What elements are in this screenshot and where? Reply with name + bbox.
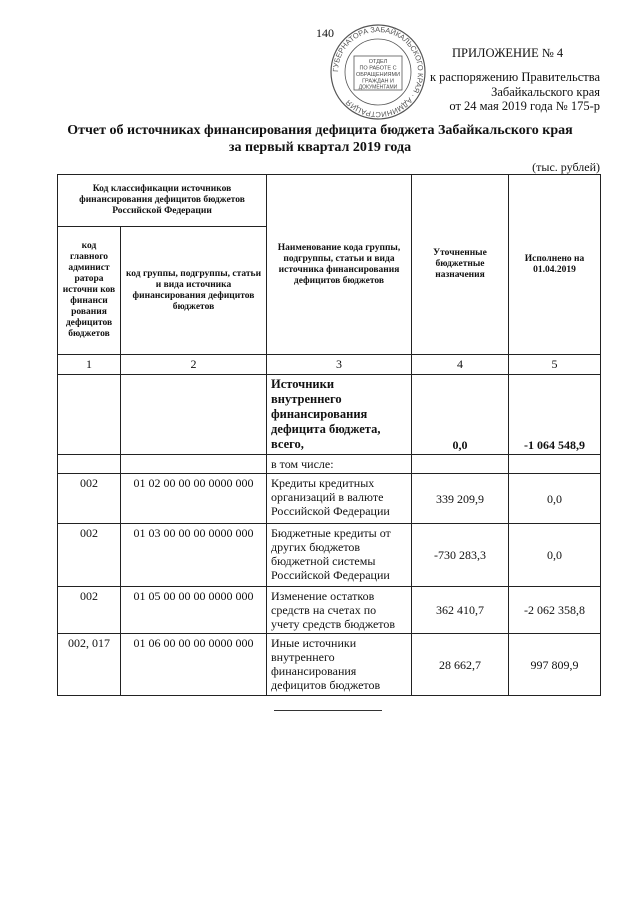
table-row <box>58 474 601 524</box>
page-number: 140 <box>316 26 334 40</box>
including-executed-cell <box>509 455 601 474</box>
row-name: Бюджетные кредиты от других бюджетов бюджетной системы Российской Федерации <box>267 524 412 587</box>
column-number-3: 3 <box>267 355 412 375</box>
header-admin-code: код главного админист ратора источни ков финанси рования дефицитов бюджетов <box>58 227 121 355</box>
row-name: Кредиты кредитных организаций в валюте Российской Федерации <box>267 474 412 524</box>
row-admin: 002, 017 <box>58 634 121 696</box>
stamp-line-4: ГРАЖДАН И <box>362 78 394 85</box>
row-code: 01 03 00 00 00 0000 000 <box>121 524 267 587</box>
row-admin: 002 <box>58 524 121 587</box>
including-planned-cell <box>412 455 509 474</box>
row-planned: 28 662,7 <box>412 634 509 696</box>
row-executed: 0,0 <box>509 474 601 524</box>
header-executed: Исполнено на 01.04.2019 <box>509 175 601 355</box>
decree-reference <box>370 70 600 114</box>
units-label: (тыс. рублей) <box>532 160 600 174</box>
row-executed: 0,0 <box>509 524 601 587</box>
total-planned: 0,0 <box>412 375 509 455</box>
header-code-name: Наименование кода группы, подгруппы, статьи и вида источника финансирования дефицитов бюджетов <box>267 175 412 355</box>
stamp-line-1: ОТДЕЛ <box>368 59 388 65</box>
table-row <box>58 524 601 587</box>
decree-line-3: от 24 мая 2019 года № 175-р <box>449 99 600 113</box>
including-admin-cell <box>58 455 121 474</box>
row-planned: 339 209,9 <box>412 474 509 524</box>
row-admin: 002 <box>58 474 121 524</box>
row-planned: 362 410,7 <box>412 587 509 634</box>
decree-line-2: Забайкальского края <box>491 84 600 99</box>
row-code: 01 05 00 00 00 0000 000 <box>121 587 267 634</box>
header-group-code: код группы, подгруппы, статьи и вида источника финансирования дефицитов бюджетов <box>121 227 267 355</box>
row-admin: 002 <box>58 587 121 634</box>
total-row <box>58 375 601 455</box>
total-admin-cell <box>58 375 121 455</box>
total-name: Источники внутреннего финансирования дефицита бюджета, всего, <box>267 375 412 455</box>
column-number-row <box>58 355 601 375</box>
row-executed: 997 809,9 <box>509 634 601 696</box>
header-classification-code: Код классификации источников финансирования дефицитов бюджетов Российской Федерации <box>58 175 267 227</box>
closing-separator-line <box>274 710 382 711</box>
report-title-line-2: за первый квартал 2019 года <box>228 140 412 155</box>
header-planned: Уточненные бюджетные назначения <box>412 175 509 355</box>
row-name: Изменение остатков средств на счетах по учету средств бюджетов <box>267 587 412 634</box>
table-row <box>58 634 601 696</box>
report-title-line-1: Отчет об источниках финансирования дефицита бюджета Забайкальского края <box>67 123 573 138</box>
row-code: 01 06 00 00 00 0000 000 <box>121 634 267 696</box>
decree-line-1: к распоряжению Правительства <box>429 70 600 84</box>
report-title <box>30 122 610 156</box>
financing-sources-table <box>57 174 601 696</box>
column-number-4: 4 <box>412 355 509 375</box>
total-code-cell <box>121 375 267 455</box>
row-name: Иные источники внутреннего финансирования дефицитов бюджетов <box>267 634 412 696</box>
column-number-1: 1 <box>58 355 121 375</box>
row-code: 01 02 00 00 00 0000 000 <box>121 474 267 524</box>
including-label: в том числе: <box>267 455 412 474</box>
column-number-2: 2 <box>121 355 267 375</box>
including-row <box>58 455 601 474</box>
stamp-line-2: ПО РАБОТЕ С <box>359 65 397 72</box>
column-number-5: 5 <box>509 355 601 375</box>
row-executed: -2 062 358,8 <box>509 587 601 634</box>
annex-label: ПРИЛОЖЕНИЕ № 4 <box>452 46 564 60</box>
stamp-line-5: ДОКУМЕНТАМИ <box>358 84 398 91</box>
row-planned: -730 283,3 <box>412 524 509 587</box>
including-code-cell <box>121 455 267 474</box>
table-row <box>58 587 601 634</box>
total-executed: -1 064 548,9 <box>509 375 601 455</box>
stamp-ring-text: ГУБЕРНАТОРА ЗАБАЙКАЛЬСКОГО КРАЯ · АДМИНИСТРАЦИЯ <box>330 24 426 120</box>
stamp-line-3: ОБРАЩЕНИЯМИ <box>355 72 401 78</box>
